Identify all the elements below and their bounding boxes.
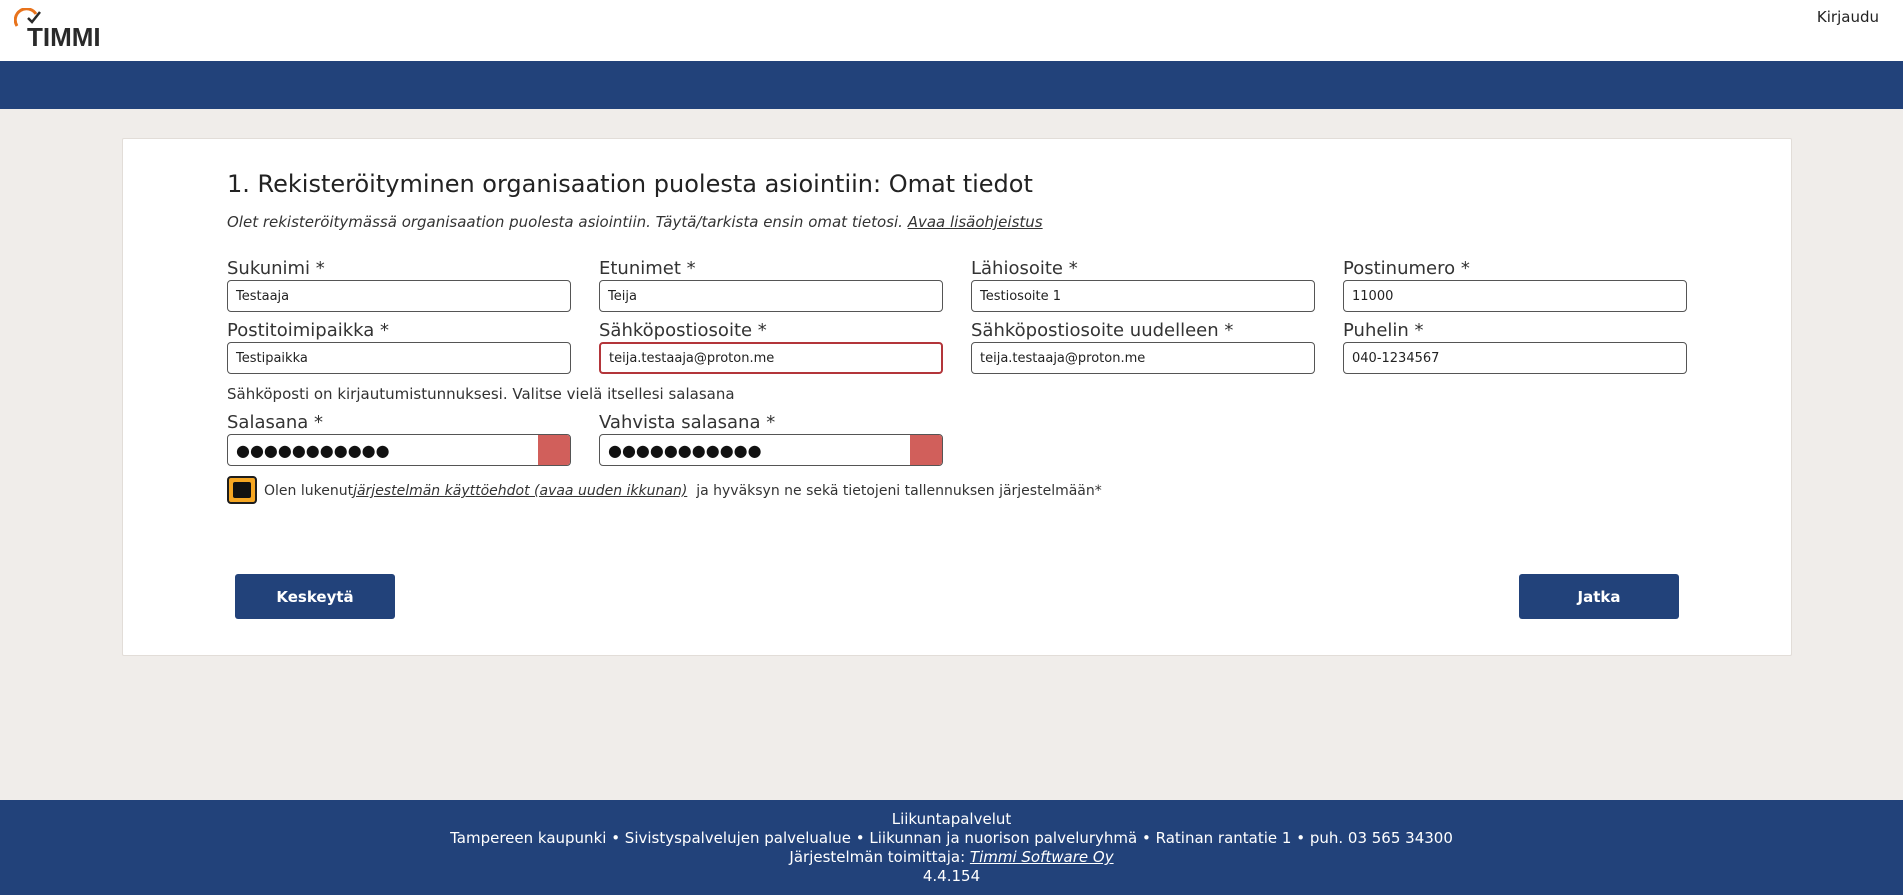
vahvista-salasana-masked-value: ●●●●●●●●●●● [608,441,762,460]
lahiosoite-input[interactable]: Testiosoite 1 [971,280,1315,312]
cancel-button[interactable]: Keskeytä [235,574,395,619]
continue-button[interactable]: Jatka [1519,574,1679,619]
terms-prefix: Olen lukenut [264,483,354,499]
postinumero-input[interactable]: 11000 [1343,280,1687,312]
page-title: 1. Rekisteröityminen organisaation puolesta asiointiin: Omat tiedot [227,170,1033,198]
sahkoposti-uudelleen-input[interactable]: teija.testaaja@proton.me [971,342,1315,374]
sukunimi-input[interactable]: Testaaja [227,280,571,312]
postinumero-label: Postinumero * [1343,258,1470,279]
password-hint: Sähköposti on kirjautumistunnuksesi. Valitse vielä itsellesi salasana [227,385,735,403]
terms-suffix: ja hyväksyn ne sekä tietojeni tallennuksen järjestelmään* [696,483,1102,499]
timmi-logo[interactable] [14,8,114,50]
etunimet-input[interactable]: Teija [599,280,943,312]
footer-title: Liikuntapalvelut [891,810,1012,828]
footer [0,800,1903,895]
footer-provider-prefix: Järjestelmän toimittaja: [789,848,966,866]
terms-text [264,483,1102,499]
intro-description: Olet rekisteröitymässä organisaation puolesta asiointiin. Täytä/tarkista ensin omat tietosi. [227,213,903,231]
terms-checkbox[interactable] [227,476,257,504]
vahvista-salasana-label: Vahvista salasana * [599,412,776,433]
footer-version: 4.4.154 [922,867,981,885]
sahkoposti-label: Sähköpostiosoite * [599,320,767,341]
vahvista-salasana-input[interactable] [599,434,943,466]
puhelin-label: Puhelin * [1343,320,1424,341]
terms-link[interactable]: järjestelmän käyttöehdot (avaa uuden ikkunan) [353,483,688,499]
etunimet-label: Etunimet * [599,258,696,279]
top-header [0,0,1903,61]
intro-text [227,213,1043,231]
salasana-strength-indicator [538,435,570,465]
sukunimi-label: Sukunimi * [227,258,325,279]
salasana-input[interactable] [227,434,571,466]
login-link[interactable]: Kirjaudu [1816,8,1879,26]
help-link[interactable]: Avaa lisäohjeistus [907,213,1043,231]
footer-provider-link[interactable]: Timmi Software Oy [969,848,1114,866]
postitoimipaikka-label: Postitoimipaikka * [227,320,390,341]
footer-address: Tampereen kaupunki • Sivistyspalvelujen palvelualue • Liikunnan ja nuorison palveluryhmä • Ratinan rantatie 1 • puh. 03 565 34300 [450,829,1453,847]
postitoimipaikka-input[interactable]: Testipaikka [227,342,571,374]
salasana-label: Salasana * [227,412,324,433]
vahvista-salasana-strength-indicator [910,435,942,465]
footer-provider [0,848,1903,867]
nav-bar [0,61,1903,109]
puhelin-input[interactable]: 040-1234567 [1343,342,1687,374]
salasana-masked-value: ●●●●●●●●●●● [236,441,390,460]
checkbox-fill [233,482,251,498]
lahiosoite-label: Lähiosoite * [971,258,1078,279]
logo-text: TIMMI [27,22,101,52]
sahkoposti-input[interactable]: teija.testaaja@proton.me [599,342,943,374]
sahkoposti-uudelleen-label: Sähköpostiosoite uudelleen * [971,320,1234,341]
